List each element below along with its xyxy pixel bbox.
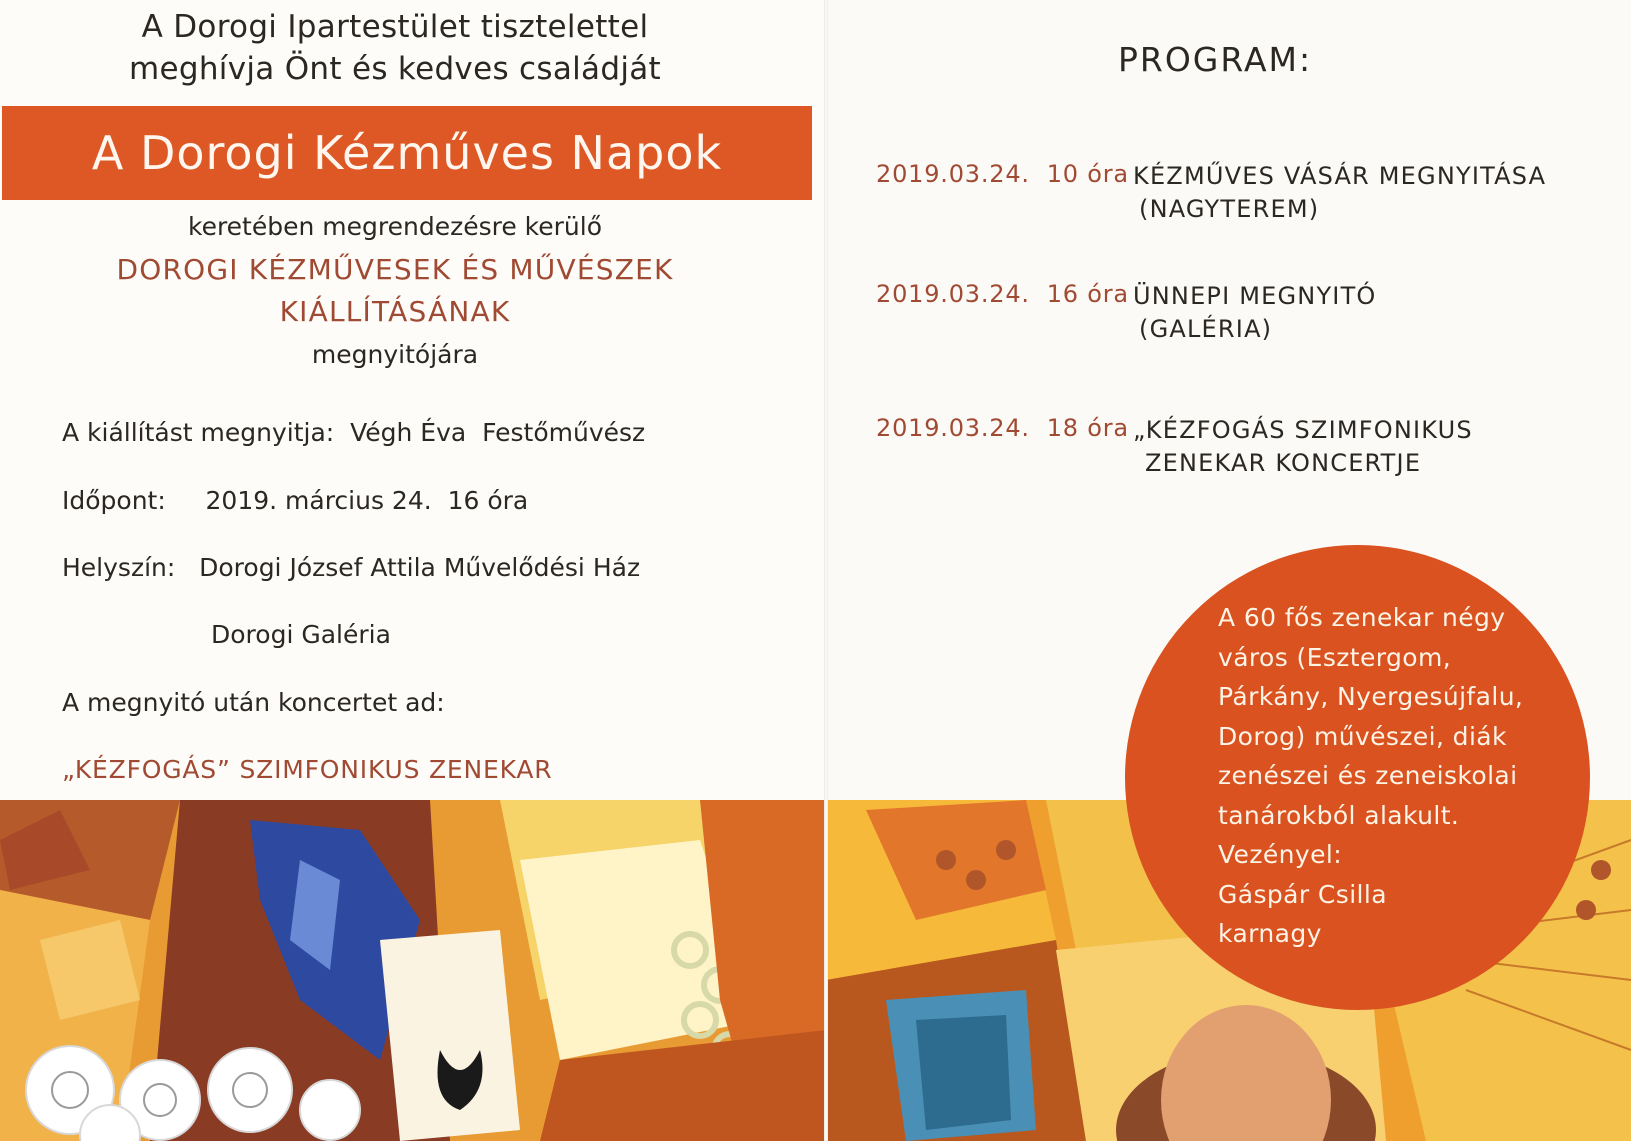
opening-word: megnyitójára — [311, 340, 479, 369]
place-line: Helyszín: Dorogi József Attila Művelődési Ház — [62, 553, 641, 582]
orchestra-info-text — [1218, 598, 1548, 954]
place-line-2: Dorogi Galéria — [211, 620, 391, 649]
opener-line: A kiállítást megnyitja: Végh Éva Festőművész — [62, 418, 646, 447]
invitation-intro — [0, 6, 790, 90]
program-event-line: ÜNNEPI MEGNYITÓ — [1133, 282, 1377, 310]
time-line: Időpont: 2019. március 24. 16 óra — [62, 486, 529, 515]
program-event-line: (NAGYTEREM) — [1139, 195, 1320, 223]
program-event-line: KÉZMŰVES VÁSÁR MEGNYITÁSA — [1133, 162, 1547, 190]
banner-title: A Dorogi Kézműves Napok — [91, 126, 723, 180]
program-event-line: (GALÉRIA) — [1139, 315, 1273, 343]
circle-text-line: zenészei és zeneiskolai — [1218, 761, 1518, 790]
exhibition-title-2: KIÁLLÍTÁSÁNAK — [279, 295, 511, 328]
program-event-line: „KÉZFOGÁS SZIMFONIKUS — [1133, 416, 1473, 444]
program-date: 2019.03.24. 18 óra — [876, 414, 1129, 442]
circle-text-line: Vezényel: — [1218, 840, 1343, 869]
program-event — [1133, 414, 1473, 480]
page-fold — [824, 0, 828, 1141]
circle-text-line: A 60 fős zenekar négy — [1218, 603, 1506, 632]
circle-text-line: tanárokból alakult. — [1218, 800, 1460, 830]
intro-line-1: A Dorogi Ipartestület tisztelettel — [141, 9, 649, 45]
circle-text-line: karnagy — [1218, 919, 1322, 948]
program-date: 2019.03.24. 10 óra — [876, 160, 1129, 188]
concert-name: „KÉZFOGÁS” SZIMFONIKUS ZENEKAR — [62, 755, 553, 784]
subtitle: keretében megrendezésre kerülő — [187, 212, 603, 241]
circle-text-line: Párkány, Nyergesújfalu, — [1218, 682, 1524, 711]
title-banner — [2, 106, 812, 200]
program-event-line: ZENEKAR KONCERTJE — [1145, 449, 1422, 477]
program-date: 2019.03.24. 16 óra — [876, 280, 1129, 308]
intro-line-2: meghívja Önt és kedves családját — [128, 51, 661, 87]
exhibition-title-1: DOROGI KÉZMŰVESEK ÉS MŰVÉSZEK — [116, 253, 674, 286]
program-event — [1133, 160, 1546, 226]
circle-text-line: város (Esztergom, — [1218, 642, 1452, 672]
circle-text-line: Gáspár Csilla — [1218, 879, 1387, 909]
concert-intro: A megnyitó után koncertet ad: — [62, 688, 445, 717]
program-event — [1133, 280, 1377, 346]
program-title: PROGRAM: — [1118, 40, 1313, 79]
circle-text-line: Dorog) művészei, diák — [1218, 721, 1507, 751]
crafts-collage-image — [0, 800, 826, 1141]
